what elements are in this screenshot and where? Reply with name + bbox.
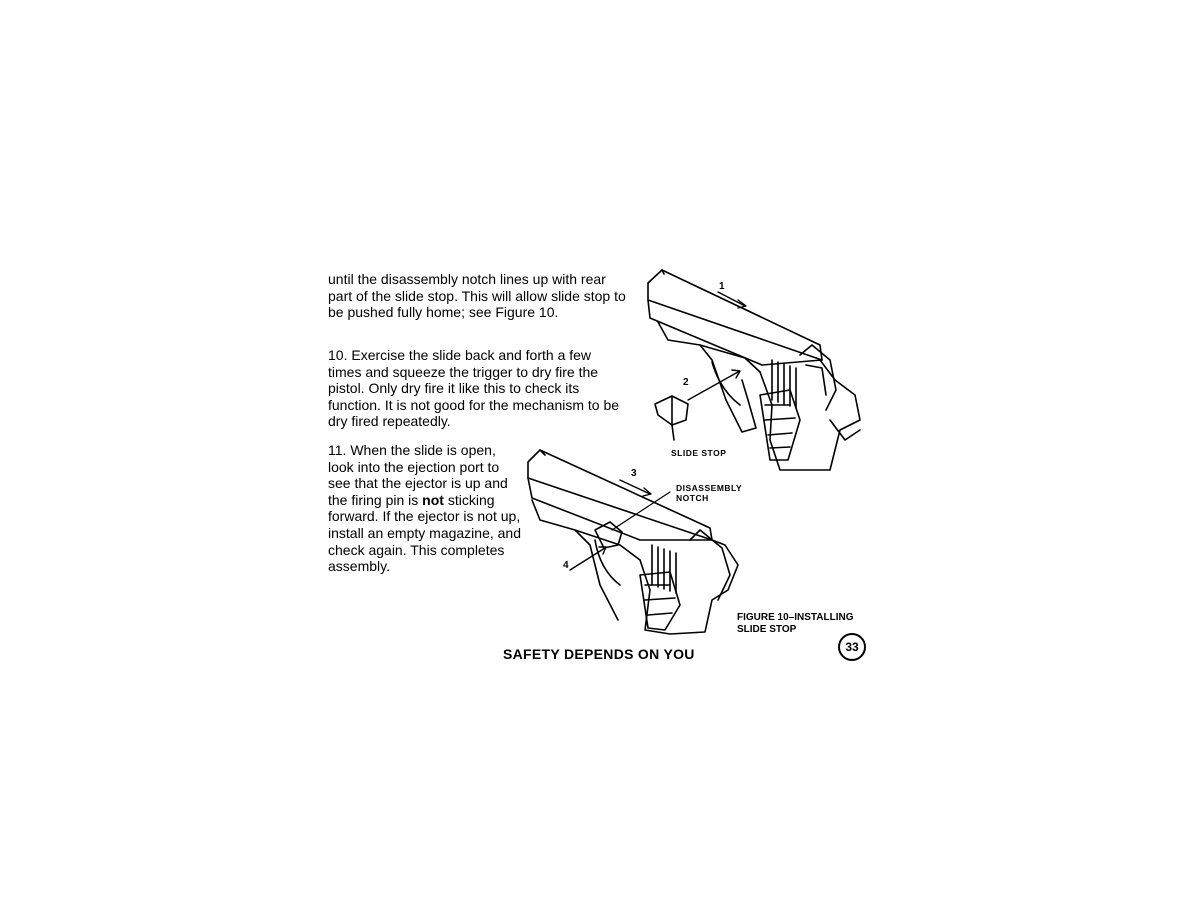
label-notch: NOTCH [676, 493, 709, 503]
step-number-1: 1 [719, 281, 725, 292]
instruction-paragraph-2: 10. Exercise the slide back and forth a few times and squeeze the trigger to dry fire the pistol. Only dry fire it like this to check its function. It is not good for the mechanism to be dry fired repeatedly. [328, 347, 620, 430]
step-number-3: 3 [631, 468, 637, 479]
label-disassembly: DISASSEMBLY [676, 483, 743, 493]
caption-line-2: SLIDE STOP [737, 624, 797, 635]
page-number-badge: 33 [838, 633, 866, 661]
step-number-2: 2 [683, 377, 689, 388]
label-slide-stop: SLIDE STOP [671, 448, 727, 458]
para3-emphasis: not [422, 491, 444, 508]
footer-safety-text: SAFETY DEPENDS ON YOU [503, 646, 695, 662]
figure-caption [737, 612, 854, 636]
step-number-4: 4 [563, 560, 569, 571]
pistol-upper-view [648, 270, 860, 470]
caption-line-1: FIGURE 10–INSTALLING [737, 612, 854, 623]
para3-text-end: sticking forward. If the ejector is not up, install an empty magazine, and check again. This completes assembly. [328, 491, 521, 575]
para3-text-start: 11. When the slide is open, look into the ejection port to see that the ejector is up and the firing pin is [328, 442, 508, 508]
instruction-paragraph-1: until the disassembly notch lines up with rear part of the slide stop. This will allow slide stop to be pushed fully home; see Figure 10. [328, 271, 626, 321]
